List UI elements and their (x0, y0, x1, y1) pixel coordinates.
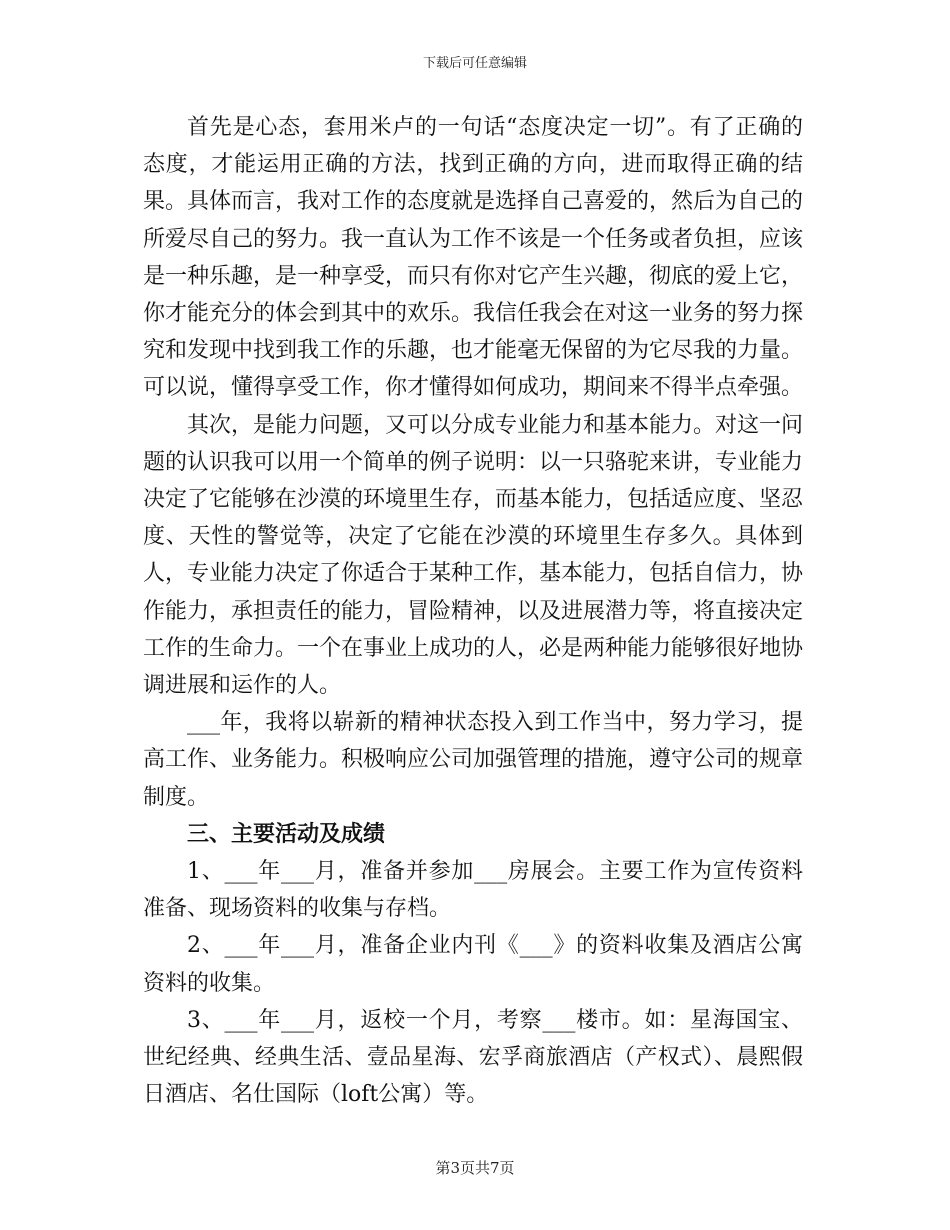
paragraph-attitude: 首先是心态，套用米卢的一句话“态度决定一切”。有了正确的态度，才能运用正确的方法，找到正确的方向，进而取得正确的结果。具体而言，我对工作的态度就是选择自己喜爱的，然后为自己的所爱尽自己的努力。我一直认为工作不该是一个任务或者负担，应该是一种乐趣，是一种享受，而只有你对它产生兴趣，彻底的爱上它，你才能充分的体会到其中的欢乐。我信任我会在对这一业务的努力探究和发现中找到我工作的乐趣，也才能毫无保留的为它尽我的力量。可以说，懂得享受工作，你才懂得如何成功，期间来不得半点牵强。 (143, 115, 804, 401)
page-footer: 第3页共7页 (435, 1159, 515, 1177)
paragraph-plan: ___年，我将以崭新的精神状态投入到工作当中，努力学习，提高工作、业务能力。积极响应公司加强管理的措施，遵守公司的规章制度。 (143, 710, 804, 810)
section-heading-activities: 三、主要活动及成绩 (187, 820, 386, 847)
paragraph-ability: 其次，是能力问题，又可以分成专业能力和基本能力。对这一问题的认识我可以用一个简单的例子说明：以一只骆驼来讲，专业能力决定了它能够在沙漠的环境里生存，而基本能力，包括适应度、坚忍度、天性的警觉等，决定了它能在沙漠的环境里生存多久。具体到人，专业能力决定了你适合于某种工作，基本能力，包括自信力，协作能力，承担责任的能力，冒险精神，以及进展潜力等，将直接决定工作的生命力。一个在事业上成功的人，必是两种能力能够很好地协调进展和运作的人。 (143, 412, 804, 699)
activity-item-3: 3、___年___月，返校一个月，考察___楼市。如：星海国宝、世纪经典、经典生活、壹品星海、宏孚商旅酒店（产权式）、晨熙假日酒店、名仕国际（loft公寓）等。 (143, 1007, 803, 1108)
activity-item-1: 1、___年___月，准备并参加___房展会。主要工作为宣传资料准备、现场资料的收集与存档。 (143, 859, 803, 922)
page-header: 下载后可任意编辑 (422, 56, 527, 71)
activity-item-2: 2、___年___月，准备企业内刊《___》的资料收集及酒店公寓资料的收集。 (143, 933, 803, 996)
document-body (143, 109, 803, 1113)
